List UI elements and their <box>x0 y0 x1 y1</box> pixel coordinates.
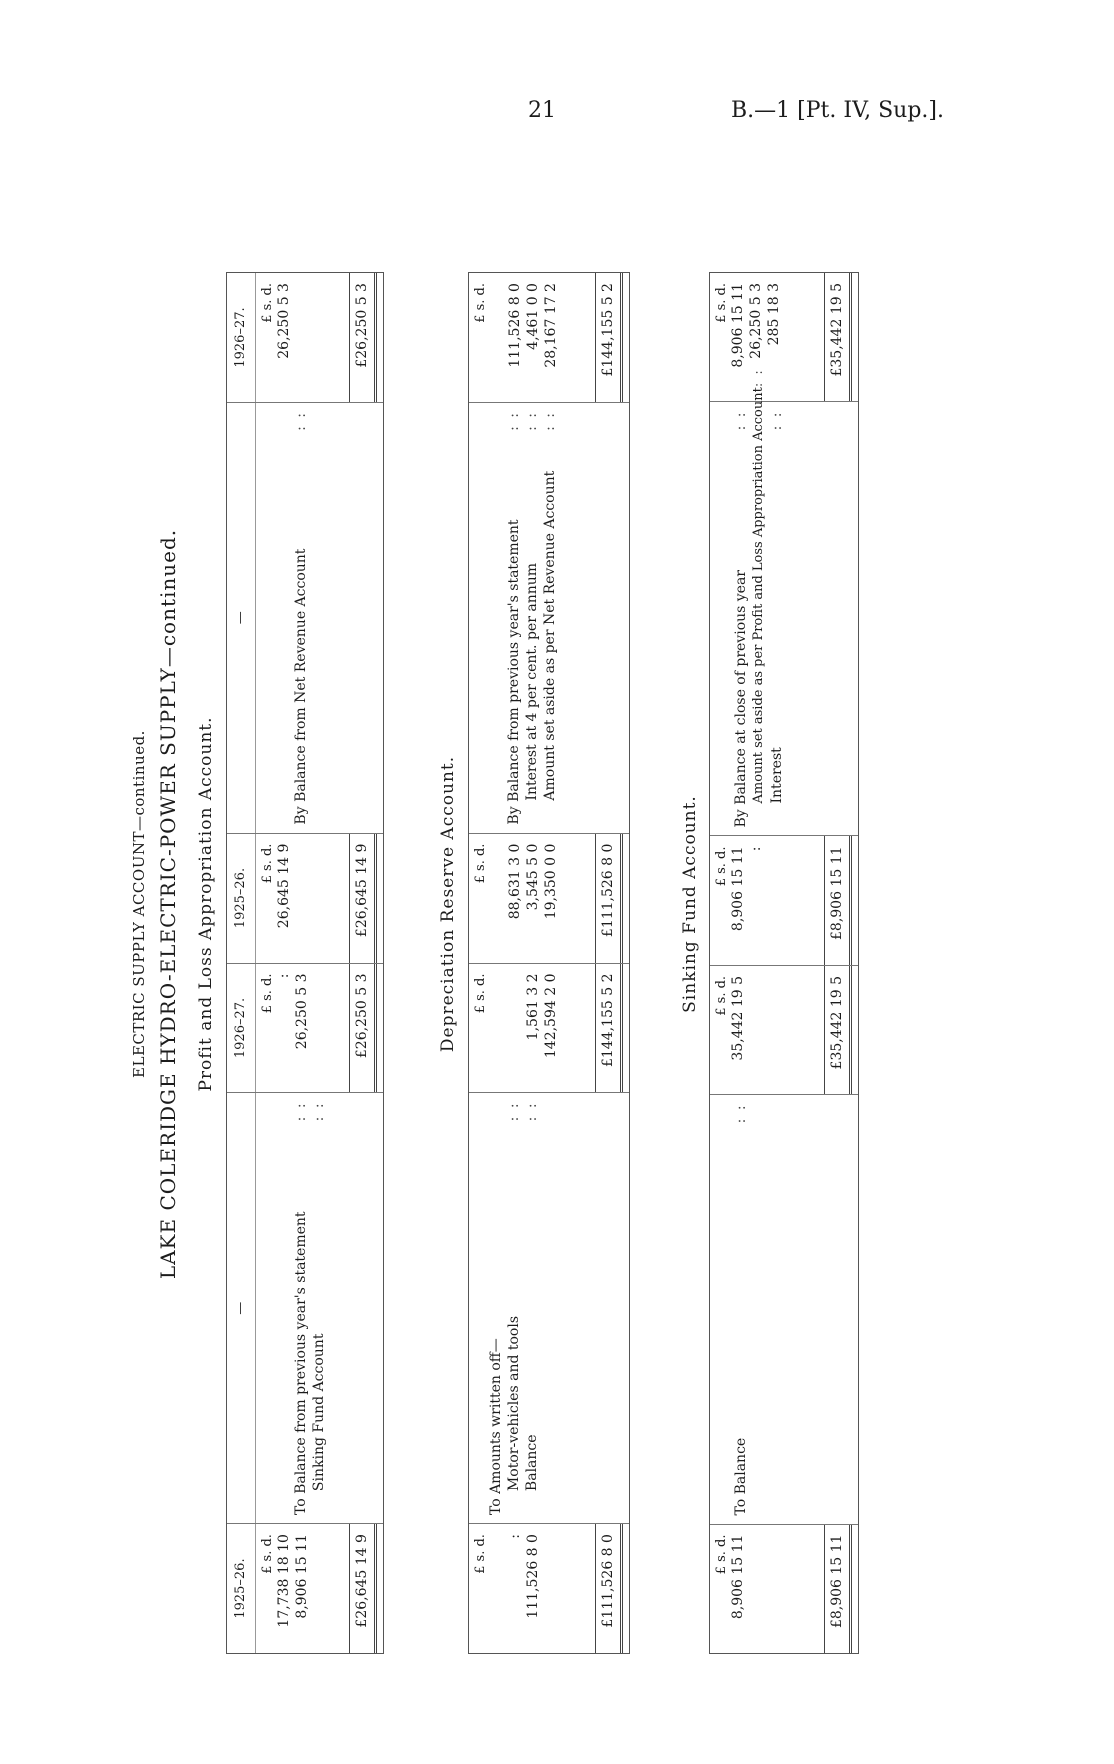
currency-header: £ s. d. <box>714 846 729 887</box>
amount: 28,167 17 2 <box>543 283 559 368</box>
currency-header: £ s. d. <box>473 973 488 1014</box>
amount: 19,350 0 0 <box>543 843 559 920</box>
currency-header: £ s. d. <box>714 1534 729 1575</box>
total: £111,526 8 0 <box>595 834 623 963</box>
year-header: 1926–27. <box>227 964 256 1093</box>
sf-credit-prev-column <box>710 835 858 964</box>
total: £35,442 19 5 <box>824 966 852 1094</box>
total: £35,442 19 5 <box>824 273 852 401</box>
total: £26,645 14 9 <box>349 834 377 963</box>
year-header-dash: — <box>227 403 256 833</box>
amount: 142,594 2 0 <box>543 973 559 1059</box>
pl-debit-description <box>227 1092 383 1523</box>
amount: 26,250 5 3 <box>276 283 292 359</box>
amount: 4,461 0 0 <box>525 283 541 350</box>
amount: 8,906 15 11 <box>294 1534 310 1619</box>
amount: : <box>507 1534 523 1539</box>
total: £8,906 15 11 <box>824 1525 852 1653</box>
profit-loss-title: Profit and Loss Appropriation Account. <box>196 716 216 1092</box>
amount: 26,250 5 3 <box>294 973 310 1050</box>
amount: 285 18 3 <box>766 283 782 346</box>
dep-credit-prev-column <box>469 833 629 963</box>
amount: 1,561 3 2 <box>525 973 541 1041</box>
amount: : <box>276 973 292 979</box>
sf-debit-curr-column <box>710 965 858 1094</box>
total: £111,526 8 0 <box>595 1524 623 1653</box>
amount: 35,442 19 5 <box>730 975 746 1061</box>
section-title: ELECTRIC SUPPLY ACCOUNT—continued. <box>130 730 148 1078</box>
entry-line: Balance : : <box>524 1101 540 1492</box>
dep-debit-description <box>469 1092 629 1523</box>
amount: 8,906 15 11 <box>730 846 746 932</box>
currency-header: £ s. d. <box>714 975 729 1016</box>
total: £26,250 5 3 <box>349 964 377 1093</box>
dep-credit-curr-column <box>469 273 629 402</box>
amount: 111,526 8 0 <box>507 283 523 368</box>
dep-debit-prev-column <box>469 1523 629 1653</box>
main-title: LAKE COLERIDGE HYDRO-ELECTRIC-POWER SUPPLY—continued. <box>156 528 180 1280</box>
total: £8,906 15 11 <box>824 836 852 964</box>
document-reference: B.—1 [Pt. IV, Sup.]. <box>731 98 944 123</box>
amount: 8,906 15 11 <box>730 283 746 368</box>
depreciation-title: Depreciation Reserve Account. <box>438 755 458 1053</box>
entry-line: To Balance from previous year's statement : : <box>293 1101 309 1516</box>
total: £144,155 5 2 <box>595 964 623 1093</box>
entry-line: Motor-vehicles and tools : : <box>506 1101 522 1492</box>
currency-header: £ s. d. <box>714 283 729 323</box>
currency-header: £ s. d. <box>473 283 488 323</box>
year-header: 1925–26. <box>227 1524 256 1653</box>
sinking-fund-title: Sinking Fund Account. <box>680 795 700 1013</box>
year-header: 1926–27. <box>227 273 256 402</box>
currency-header: £ s. d. <box>260 1534 275 1574</box>
currency-header: £ s. d. <box>260 283 275 323</box>
pl-debit-curr-column <box>227 963 383 1093</box>
entry-line: By Balance from previous year's statement : : <box>506 410 522 825</box>
amount: 17,738 18 10 <box>276 1534 292 1628</box>
entry-line: Amount set aside as per Net Revenue Account : : <box>542 410 558 801</box>
sf-debit-prev-column <box>710 1524 858 1653</box>
amount: 26,645 14 9 <box>276 843 292 929</box>
entry-line: By Balance at close of previous year : : <box>733 410 749 828</box>
year-header: 1925–26. <box>227 834 256 963</box>
profit-loss-table <box>226 272 384 1654</box>
entry-line: To Amounts written off— <box>488 1338 504 1516</box>
entry-line: By Balance from Net Revenue Account : : <box>293 410 309 825</box>
currency-header: £ s. d. <box>260 973 275 1014</box>
page-number: 21 <box>528 98 556 123</box>
amount: 88,631 3 0 <box>507 843 523 920</box>
pl-debit-prev-column <box>227 1523 383 1653</box>
rotated-accounts-sheet <box>116 144 956 1664</box>
entry-line: Interest : : <box>769 410 785 804</box>
amount: 26,250 5 3 <box>748 283 764 359</box>
total: £26,250 5 3 <box>349 273 377 402</box>
dep-credit-description <box>469 402 629 833</box>
sf-credit-description <box>710 368 858 835</box>
sf-debit-description <box>710 1094 858 1523</box>
entry-line: To Balance : : <box>733 1103 749 1516</box>
pl-credit-curr-column <box>227 273 383 402</box>
amount: : <box>748 846 764 852</box>
currency-header: £ s. d. <box>260 843 275 884</box>
sf-credit-curr-column <box>710 273 858 401</box>
total: £144,155 5 2 <box>595 273 623 402</box>
pl-credit-description <box>227 402 383 833</box>
year-header-dash: — <box>227 1093 256 1523</box>
depreciation-table <box>468 272 630 1654</box>
pl-credit-prev-column <box>227 833 383 963</box>
amount: 111,526 8 0 <box>525 1534 541 1619</box>
entry-line: Amount set aside as per Profit and Loss Appropriation Account : : <box>751 368 766 804</box>
amount: 8,906 15 11 <box>730 1534 746 1620</box>
entry-line: Interest at 4 per cent. per annum : : <box>524 410 540 801</box>
currency-header: £ s. d. <box>473 843 488 884</box>
sinking-fund-table <box>709 272 859 1654</box>
amount: 3,545 5 0 <box>525 843 541 911</box>
currency-header: £ s. d. <box>473 1534 488 1574</box>
total: £26,645 14 9 <box>349 1524 377 1653</box>
dep-debit-curr-column <box>469 963 629 1093</box>
entry-line: Sinking Fund Account : : <box>311 1101 327 1492</box>
